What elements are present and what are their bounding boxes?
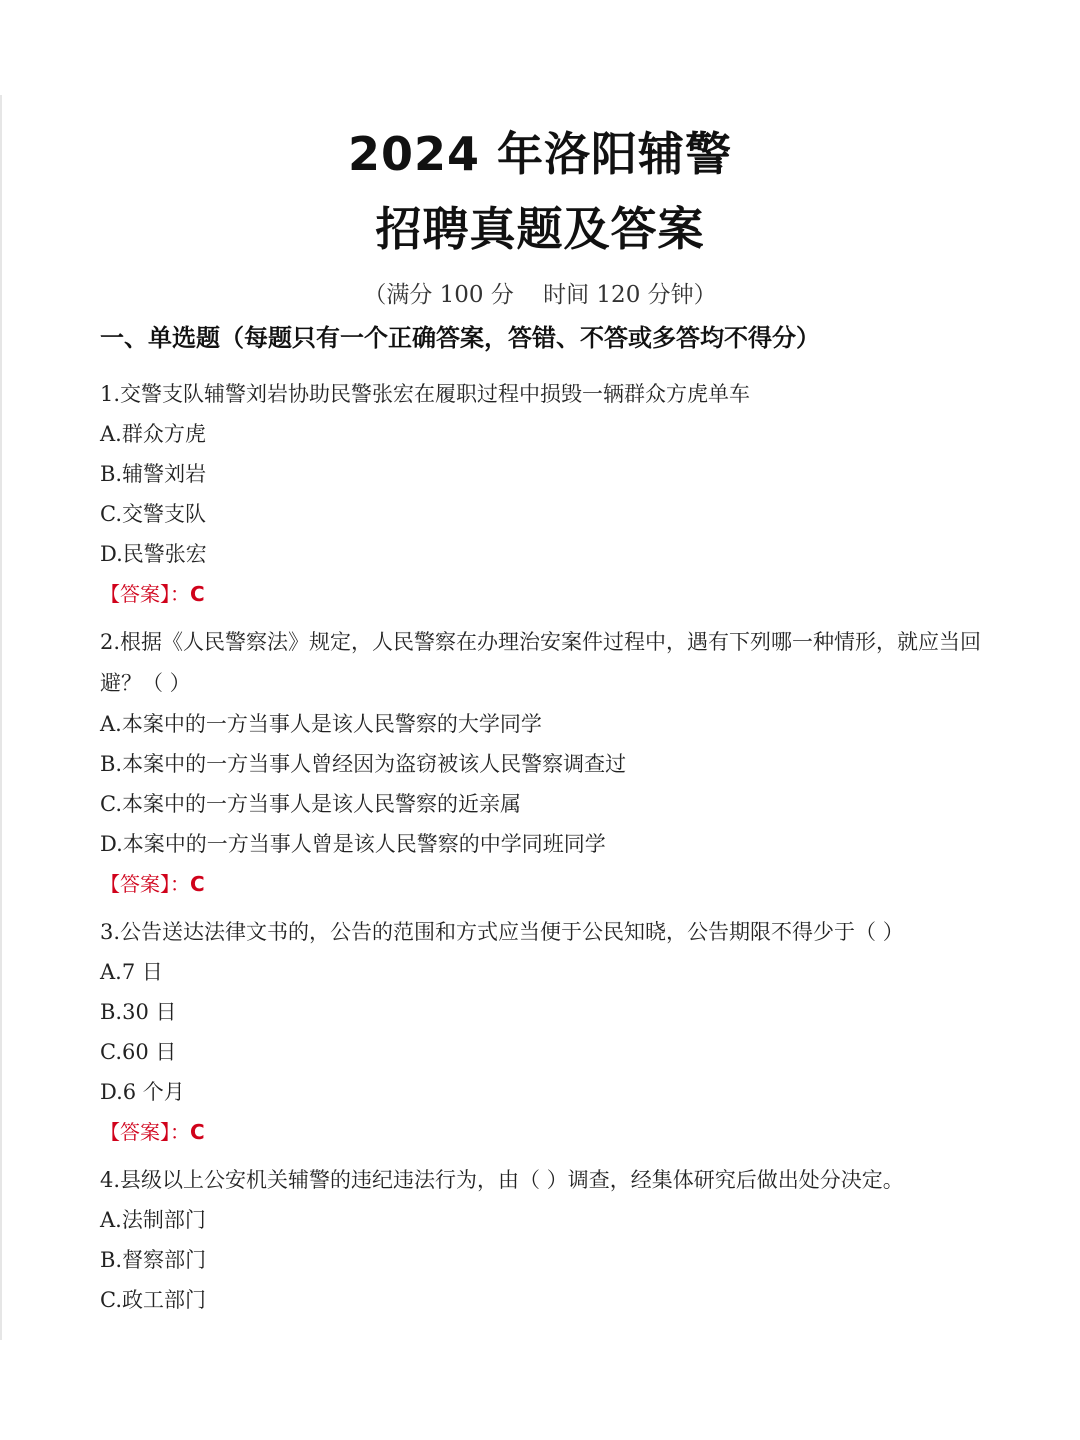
question-1 xyxy=(100,374,1000,614)
answer-line xyxy=(100,864,1000,904)
option-b: B.30 日 xyxy=(100,1000,177,1024)
answer-value: C xyxy=(190,582,205,606)
question-list xyxy=(100,374,1000,1320)
doc-title-line2: 招聘真题及答案 xyxy=(375,202,705,256)
option-d: D.6 个月 xyxy=(100,1080,185,1104)
option-c: C.本案中的一方当事人是该人民警察的近亲属 xyxy=(100,792,521,816)
question-3 xyxy=(100,912,1000,1152)
option-d: D.民警张宏 xyxy=(100,542,207,566)
exam-meta: （满分 100 分 时间 120 分钟） xyxy=(363,282,717,308)
answer-label: 【答案】： xyxy=(100,872,190,896)
option-b: B.辅警刘岩 xyxy=(100,462,207,486)
section-heading: 一、单选题（每题只有一个正确答案，答错、不答或多答均不得分） xyxy=(100,324,820,352)
option-c: C.交警支队 xyxy=(100,502,206,526)
option-b: B.督察部门 xyxy=(100,1248,207,1272)
question-stem: 3.公告送达法律文书的，公告的范围和方式应当便于公民知晓，公告期限不得少于（ ） xyxy=(100,920,904,944)
option-a: A.群众方虎 xyxy=(100,422,206,446)
doc-title-line1: 2024 年洛阳辅警 xyxy=(347,127,733,181)
option-d: D.本案中的一方当事人曾是该人民警察的中学同班同学 xyxy=(100,832,606,856)
answer-label: 【答案】： xyxy=(100,1120,190,1144)
answer-line xyxy=(100,1112,1000,1152)
option-a: A.7 日 xyxy=(100,960,163,984)
answer-label: 【答案】： xyxy=(100,582,190,606)
option-a: A.本案中的一方当事人是该人民警察的大学同学 xyxy=(100,712,542,736)
option-c: C.政工部门 xyxy=(100,1288,206,1312)
question-2 xyxy=(100,622,1000,904)
option-a: A.法制部门 xyxy=(100,1208,206,1232)
answer-line xyxy=(100,574,1000,614)
question-4 xyxy=(100,1160,1000,1320)
answer-value: C xyxy=(190,1120,205,1144)
question-stem: 1.交警支队辅警刘岩协助民警张宏在履职过程中损毁一辆群众方虎单车 xyxy=(100,382,751,406)
option-c: C.60 日 xyxy=(100,1040,177,1064)
answer-value: C xyxy=(190,872,205,896)
question-stem: 4.县级以上公安机关辅警的违纪违法行为，由（ ）调查，经集体研究后做出处分决定。 xyxy=(100,1168,904,1192)
option-b: B.本案中的一方当事人曾经因为盗窃被该人民警察调查过 xyxy=(100,752,627,776)
question-stem: 2.根据《人民警察法》规定，人民警察在办理治安案件过程中，遇有下列哪一种情形，就应当回避？（ ） xyxy=(100,630,982,695)
